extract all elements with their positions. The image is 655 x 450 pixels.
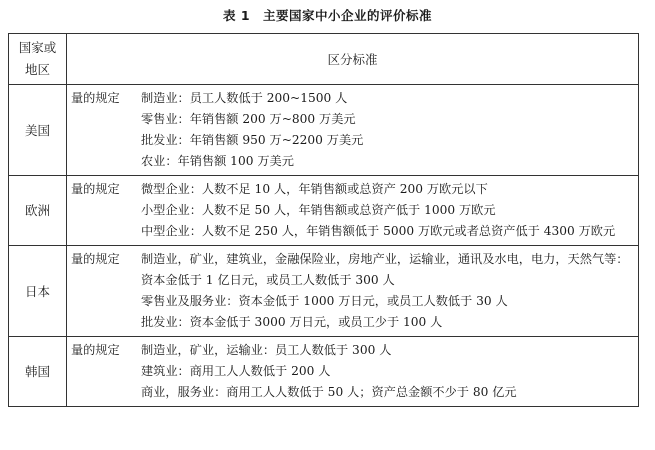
table-row-japan	[9, 246, 639, 337]
table-header-row	[9, 34, 639, 85]
header-criteria: 区分标准	[67, 34, 639, 85]
table-row-usa	[9, 85, 639, 176]
criteria-line: 制造业：员工人数低于 200~1500 人	[141, 91, 348, 105]
criteria-line: 制造业，矿业，运输业：员工人数低于 300 人	[141, 343, 392, 357]
quantity-label: 量的规定	[71, 252, 120, 266]
criteria-japan	[67, 246, 639, 337]
criteria-line: 商业，服务业：商用工人人数低于 50 人；资产总金额不少于 80 亿元	[141, 385, 517, 399]
criteria-line: 零售业及服务业：资本金低于 1000 万日元，或员工人数低于 30 人	[141, 294, 508, 308]
criteria-line: 农业：年销售额 100 万美元	[141, 154, 294, 168]
criteria-line: 中型企业：人数不足 250 人，年销售额低于 5000 万欧元或者总资产低于 4300 万欧元	[141, 224, 616, 238]
header-region-line1: 国家或	[18, 40, 57, 55]
country-japan: 日本	[9, 246, 67, 337]
country-usa: 美国	[9, 85, 67, 176]
quantity-label: 量的规定	[71, 182, 120, 196]
criteria-usa	[67, 85, 639, 176]
criteria-line: 制造业，矿业，建筑业，金融保险业，房地产业，运输业，通讯及水电，电力，天然气等：资本金低于 1 亿日元，或员工人数低于 300 人	[141, 252, 629, 287]
criteria-line: 零售业：年销售额 200 万~800 万美元	[141, 112, 356, 126]
quantity-label: 量的规定	[71, 91, 120, 105]
criteria-line: 小型企业：人数不足 50 人，年销售额或总资产低于 1000 万欧元	[141, 203, 496, 217]
header-region	[9, 34, 67, 85]
criteria-europe	[67, 176, 639, 246]
country-korea: 韩国	[9, 337, 67, 407]
table-row-korea	[9, 337, 639, 407]
header-region-line2: 地区	[24, 62, 50, 77]
criteria-line: 微型企业：人数不足 10 人，年销售额或总资产 200 万欧元以下	[141, 182, 488, 196]
quantity-label: 量的规定	[71, 343, 120, 357]
country-europe: 欧洲	[9, 176, 67, 246]
sme-criteria-table	[8, 33, 639, 407]
criteria-line: 建筑业：商用工人人数低于 200 人	[141, 364, 331, 378]
table-row-europe	[9, 176, 639, 246]
criteria-line: 批发业：年销售额 950 万~2200 万美元	[141, 133, 364, 147]
table-caption: 表 1 主要国家中小企业的评价标准	[222, 8, 433, 23]
criteria-korea	[67, 337, 639, 407]
criteria-line: 批发业：资本金低于 3000 万日元，或员工少于 100 人	[141, 315, 443, 329]
